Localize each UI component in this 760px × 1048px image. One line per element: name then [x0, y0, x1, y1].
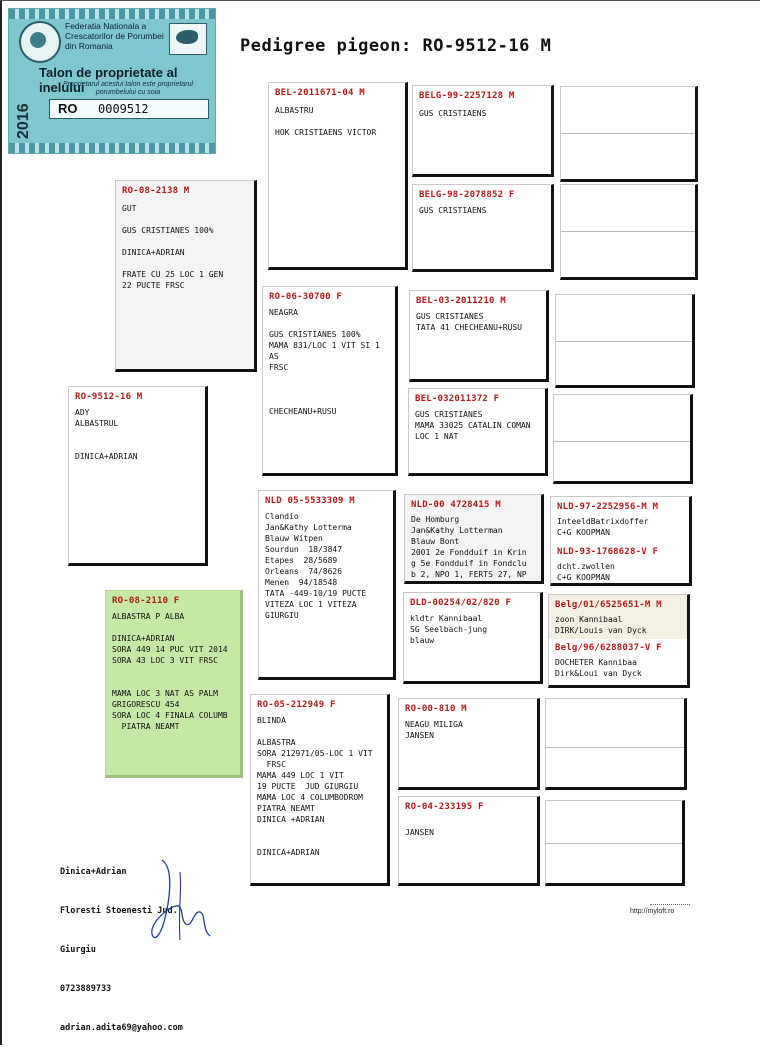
pigeon-details: InteeldBatrixdoffer C+G KOOPMAN: [557, 517, 649, 537]
pigeon-details: Clandio Jan&Kathy Lotterma Blauw Witpen Sourdun 18/3847 Etapes 28/5689 Orleans 74/8626 Menen 94/18548 TATA -449-10/19 PUCTE VITEZA LOC 1 VITEZA GIURGIU: [265, 512, 367, 620]
ring-number: Belg/01/6525651-M M: [555, 600, 662, 610]
pigeon-details: ALBASTRA P ALBA DINICA+ADRIAN SORA 449 14 PUC VIT 2014 SORA 43 LOC 3 VIT FRSC MAMA LOC 3 NAT AS PALM GRIGORESCU 454 SORA LOC 4 FINALA COLUMB PIATRA NEAMT: [112, 612, 228, 731]
card-mmf: [398, 698, 540, 790]
card-ffff-empty: [560, 86, 698, 182]
pigeon-details: De Homburg Jan&Kathy Lotterman Blauw Bont 2001 2e Fondduif in Krin g 5e Fondduif in Fondclu b 2, NPO 1, FERTS 27, NP: [411, 515, 527, 579]
card-father-father: [268, 82, 408, 270]
ring-number: NLD-93-1768628-V F: [557, 547, 659, 557]
ring-number: NLD-97-2252956-M M: [557, 502, 659, 512]
card-fmff-empty: [555, 294, 695, 388]
breeder-phone: 0723889733: [60, 984, 112, 994]
pigeon-details: NEAGU MILIGA JANSEN: [405, 720, 463, 740]
ring-number: RO-9512-16 M: [75, 392, 143, 402]
card-fmmf-empty: [553, 394, 693, 484]
ring-number: RO-08-2138 M: [122, 186, 190, 196]
breeder-county: Giurgiu: [60, 945, 96, 955]
ring-year: 2016: [15, 103, 32, 139]
card-fff: [412, 85, 554, 177]
ring-number: RO-06-30700 F: [269, 292, 343, 302]
scan-edge-top: [0, 0, 760, 1]
card-mff: [404, 494, 544, 584]
federation-logo-icon: [169, 23, 207, 55]
card-fmm: [408, 388, 548, 476]
pigeon-details: ADY ALBASTRUL DINICA+ADRIAN: [75, 408, 138, 461]
card-mmff-empty: [545, 698, 687, 790]
card-mother-mother: [250, 694, 390, 886]
breeder-email: adrian.adita69@yahoo.com: [60, 1023, 183, 1033]
card-divider: [561, 133, 695, 134]
federation-seal-icon: [19, 21, 61, 63]
ring-card-heading: Talon de proprietate al inelului: [39, 65, 178, 95]
ring-prefix: RO: [58, 101, 78, 116]
card-divider: [546, 747, 684, 748]
card-ffm: [412, 184, 554, 272]
ring-number-box: [49, 99, 209, 119]
pigeon-details: BLINDA ALBASTRA SORA 212971/05-LOC 1 VIT FRSC MAMA 449 LOC 1 VIT 19 PUCTE JUD GIURGIU MAMA LOC 4 COLUMBODROM PIATRA NEAMT DINICA +ADRIAN DINICA+ADRIAN: [257, 716, 373, 857]
card-fmf: [409, 290, 549, 382]
ring-ownership-card: [8, 8, 216, 154]
card-mother-father: [258, 490, 396, 680]
breeder-address: Floresti Stoenesti Jud.: [60, 906, 178, 916]
card-divider: [561, 231, 695, 232]
pigeon-details: NEAGRA GUS CRISTIANES 100% MAMA 831/LOC 1 VIT SI 1 AS FRSC CHECHEANU+RUSU: [269, 308, 380, 416]
card-father: [115, 180, 257, 372]
card-mother: [105, 590, 243, 778]
card-ffmf-empty: [560, 184, 698, 280]
ring-number: RO-05-212949 F: [257, 700, 336, 710]
ring-number: DLD-00254/02/820 F: [410, 598, 512, 608]
ring-number: NLD 05-5533309 M: [265, 496, 355, 506]
signature-icon: [140, 850, 220, 950]
card-mfm: [403, 592, 543, 684]
card-subject: [68, 386, 208, 566]
card-divider: [546, 843, 682, 844]
page-title: Pedigree pigeon: RO-9512-16 M: [240, 36, 552, 56]
pigeon-details: GUT GUS CRISTIANES 100% DINICA+ADRIAN FRATE CU 25 LOC 1 GEN 22 PUCTE FRSC: [122, 204, 224, 290]
footer-site: http://myloft.ro: [630, 908, 675, 915]
breeder-name: Dinica+Adrian: [60, 867, 127, 877]
card-divider: [556, 341, 692, 342]
ring-number: RO-08-2110 F: [112, 596, 180, 606]
card-mff-parents: [550, 496, 692, 586]
pigeon-details: zoon Kannibaal DIRK/Louis van Dyck: [555, 615, 647, 635]
ring-number: Belg/96/6288037-V F: [555, 643, 662, 653]
pigeon-details: GUS CRISTIANES MAMA 33025 CATALIN COMAN LOC 1 NAT: [415, 410, 531, 441]
card-divider: [554, 441, 690, 442]
ring-number: BEL-03-2011210 M: [416, 296, 506, 306]
pigeon-details: JANSEN: [405, 828, 434, 837]
ring-number: NLD-00 4728415 M: [411, 500, 501, 510]
ring-number: RO-00-810 M: [405, 704, 467, 714]
ring-number: 0009512: [98, 102, 149, 116]
card-mmmf-empty: [545, 800, 685, 886]
ring-number: RO-04-233195 F: [405, 802, 484, 812]
ring-owner-text: Proprietarul acestui talon este proprietarul porumbelului cu soia: [63, 81, 193, 96]
card-father-mother: [262, 286, 398, 476]
decorative-border: [9, 9, 215, 19]
pigeon-details: kldtr Kannibaal SG Seelbach-jung blauw: [410, 614, 488, 645]
federation-name: Federatia Nationala a Crescatorilor de Porumbei din Romania: [65, 21, 164, 51]
pigeon-details: DOCHETER Kannibaa Dirk&Loui van Dyck: [555, 658, 642, 678]
scan-edge: [0, 0, 2, 1045]
pigeon-details: GUS CRISTIANES TATA 41 CHECHEANU+RUSU: [416, 312, 522, 332]
ring-number: BEL-2011671-04 M: [275, 88, 365, 98]
pigeon-details: GUS CRISTIAENS: [419, 109, 487, 118]
card-mmm: [398, 796, 540, 886]
myloft-logo-icon: [650, 894, 690, 905]
ring-number: BEL-032011372 F: [415, 394, 500, 404]
ring-number: BELG-99-2257128 M: [419, 91, 515, 101]
decorative-border: [9, 143, 215, 153]
pigeon-details: dcht.zwollen C+G KOOPMAN: [557, 562, 615, 582]
card-mfm-parents: [548, 594, 690, 688]
pigeon-details: GUS CRISTIAENS: [419, 206, 487, 215]
ring-number: BELG-98-2078852 F: [419, 190, 515, 200]
pigeon-details: ALBASTRU HOK CRISTIAENS VICTOR: [275, 106, 377, 137]
